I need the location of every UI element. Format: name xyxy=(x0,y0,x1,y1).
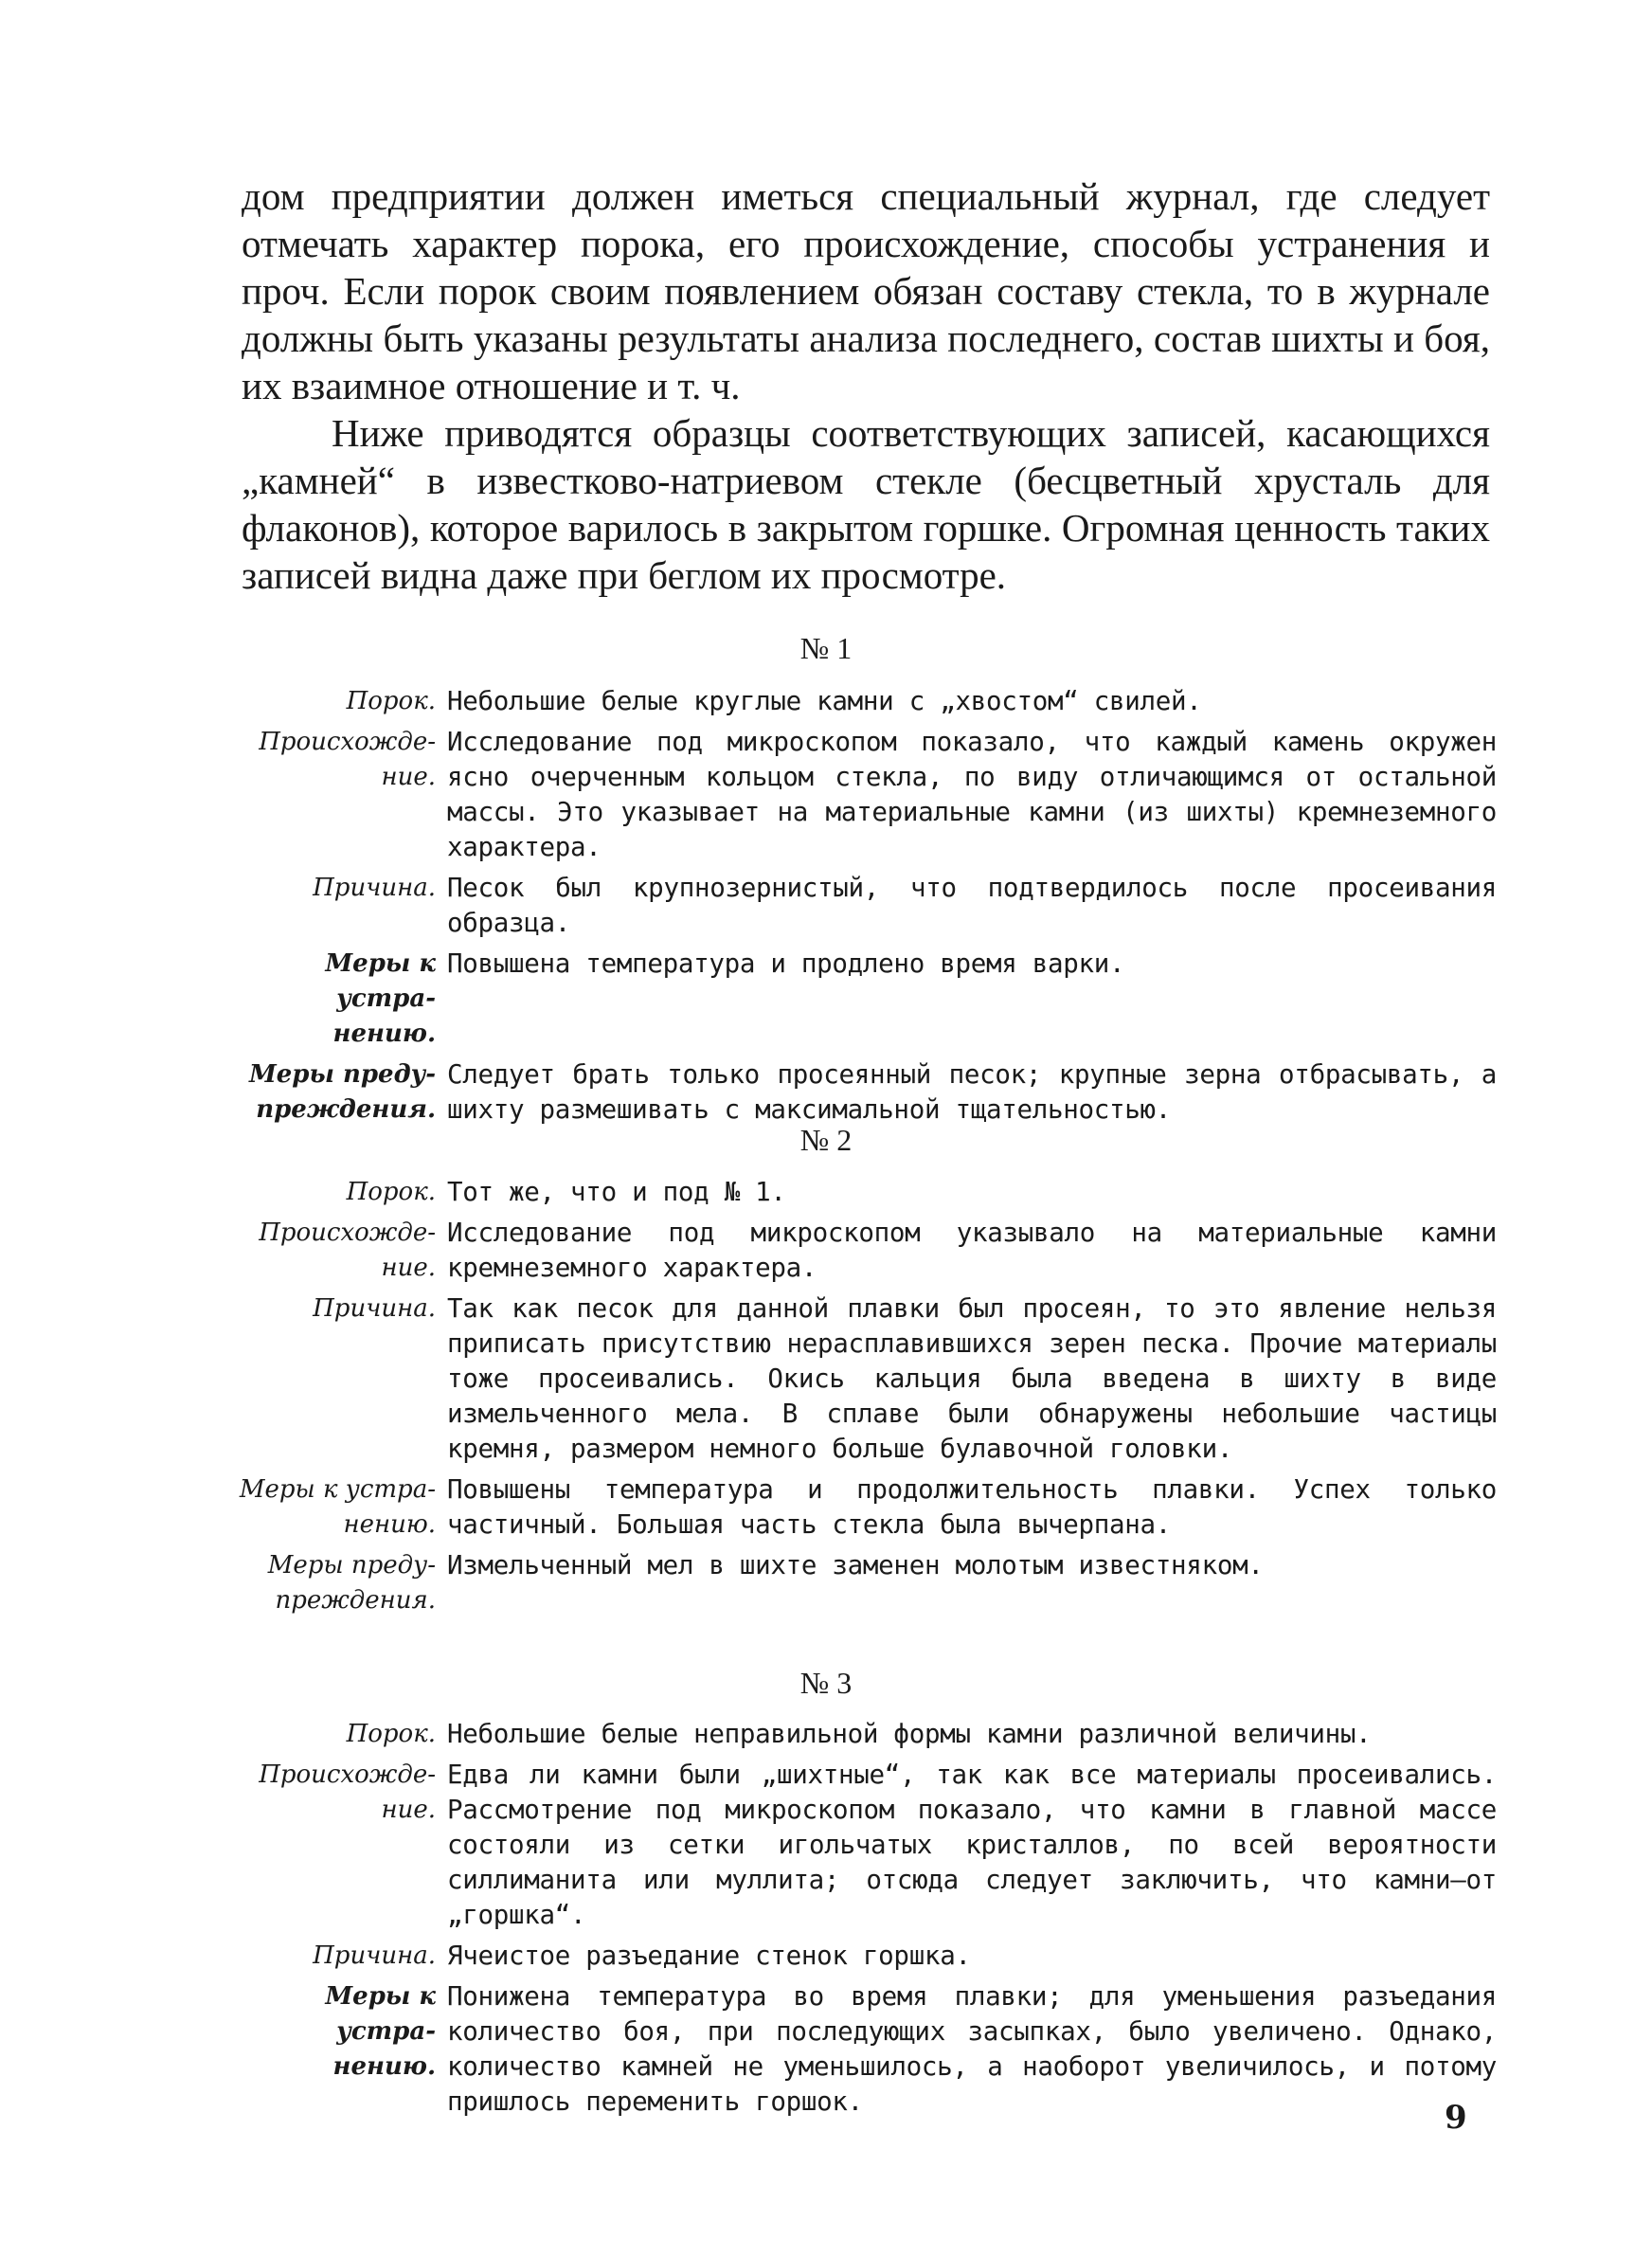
record-row xyxy=(227,1758,1497,1933)
record-term: Порок. xyxy=(346,687,436,715)
record-3 xyxy=(227,1717,1497,2125)
record-term: Меры к устра- нению. xyxy=(239,1475,436,1539)
record-row xyxy=(227,725,1497,865)
record-row xyxy=(227,1057,1497,1128)
record-row xyxy=(227,1939,1497,1974)
record-row xyxy=(227,1291,1497,1467)
record-text: Повышена температура и продлено время варки. xyxy=(447,948,1125,979)
intro-paragraph-2: Ниже приводятся образцы соответствующих записей, касающихся „камней“ в известково-натриевом стекле (бесцветный хрусталь для флаконов), которое варилось в закрытом горшке. Огромная ценность таких записей видна даже при беглом их просмотре. xyxy=(242,411,1490,597)
record-text: Следует брать только просеянный песок; крупные зерна отбрасывать, а шихту размешивать с максимальной тщательностью. xyxy=(447,1059,1497,1125)
record-text: Исследование под микроскопом указывало на материальные камни кремнеземного характера. xyxy=(447,1218,1497,1283)
record-term: Меры к устра- нению. xyxy=(325,949,436,1048)
record-text: Измельченный мел в шихте заменен молотым известняком. xyxy=(447,1550,1264,1580)
record-term: Порок. xyxy=(346,1178,436,1206)
record-row xyxy=(227,1717,1497,1752)
record-row xyxy=(227,947,1497,1052)
record-term: Причина. xyxy=(313,1941,436,1970)
record-term: Меры к устра- нению. xyxy=(325,1982,436,2081)
record-1-number: № 1 xyxy=(799,631,853,665)
record-2 xyxy=(227,1175,1497,1624)
record-text: Исследование под микроскопом показало, что каждый камень окружен ясно очерченным кольцом стекла, по виду отличающимся от остальной массы. Это указывает на материальные камни (из шихты) кремнеземного характера. xyxy=(447,727,1497,862)
record-row xyxy=(227,684,1497,719)
record-text: Песок был крупнозернистый, что подтвердилось после просеивания образца. xyxy=(447,873,1497,938)
intro-paragraph-1: дом предприятии должен иметься специальный журнал, где следует отмечать характер порока, его происхождение, способы устранения и проч. Если порок своим появлением обязан составу стекла, то в журнале должны быть указаны результаты анализа последнего, состав шихты и боя, их взаимное отношение и т. ч. xyxy=(242,174,1490,407)
record-3-number: № 3 xyxy=(799,1666,853,1700)
record-text: Небольшие белые неправильной формы камни различной величины. xyxy=(447,1719,1372,1749)
record-term: Меры преду- преждения. xyxy=(248,1060,436,1124)
record-row xyxy=(227,1979,1497,2120)
record-text: Так как песок для данной плавки был просеян, то это явление нельзя приписать присутствию нерасплавившихся зерен песка. Прочие материалы тоже просеивались. Окись кальция была введена в шихту в виде измельченного мела. В сплаве были обнаружены небольшие частицы кремня, размером немного больше булавочной головки. xyxy=(447,1293,1497,1464)
record-row xyxy=(227,1472,1497,1543)
record-row xyxy=(227,1175,1497,1210)
record-row xyxy=(227,1216,1497,1286)
record-term: Порок. xyxy=(346,1720,436,1748)
record-term: Причина. xyxy=(313,1294,436,1323)
record-text: Едва ли камни были „шихтные“, так как все материалы просеивались. Рассмотрение под микроскопом показало, что камни в главной массе состояли из сетки игольчатых кристаллов, по всей вероятности силлиманита или муллита; отсюда следует заключить, что камни—от „горшка“. xyxy=(447,1760,1497,1930)
record-2-number: № 2 xyxy=(799,1123,853,1157)
record-term: Происхожде- ние. xyxy=(259,1760,436,1824)
record-term: Происхожде- ние. xyxy=(259,1219,436,1282)
record-text: Тот же, что и под № 1. xyxy=(447,1177,786,1207)
record-text: Небольшие белые круглые камни с „хвостом“ свилей. xyxy=(447,686,1202,716)
record-text: Повышены температура и продолжительность плавки. Успех только частичный. Большая часть стекла была вычерпана. xyxy=(447,1474,1497,1540)
record-term: Причина. xyxy=(313,874,436,902)
record-row xyxy=(227,871,1497,941)
record-text: Понижена температура во время плавки; для уменьшения разъедания количество боя, при последующих засыпках, было увеличено. Однако, количество камней не уменьшилось, а наоборот увеличилось, и потому пришлось переменить горшок. xyxy=(447,1981,1497,2117)
page-number: 9 xyxy=(1445,2099,1467,2137)
record-row xyxy=(227,1548,1497,1618)
intro-text xyxy=(242,172,1490,599)
record-term: Происхожде- ние. xyxy=(259,728,436,791)
record-text: Ячеистое разъедание стенок горшка. xyxy=(447,1941,971,1971)
record-term: Меры преду- преждения. xyxy=(267,1551,436,1615)
record-1 xyxy=(227,684,1497,1133)
